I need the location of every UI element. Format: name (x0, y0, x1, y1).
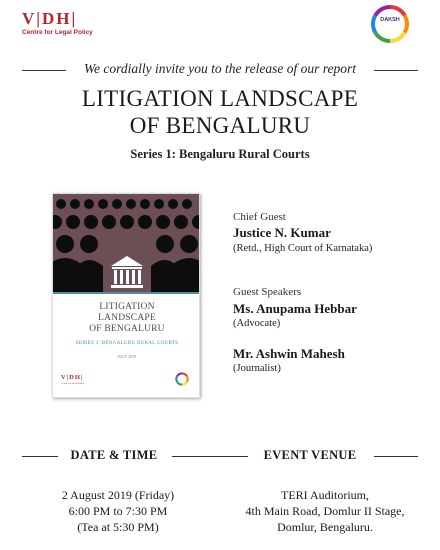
speaker-name: Ms. Anupama Hebbar (233, 301, 357, 316)
cover-title-line-1: LITIGATION (99, 302, 155, 312)
cover-title-line-2: LANDSCAPE (98, 313, 156, 323)
date-line: 2 August 2019 (Friday) (61, 488, 175, 502)
daksh-logo-icon (370, 4, 410, 44)
venue-line: TERI Auditorium, (281, 488, 369, 502)
venue-line: 4th Main Road, Domlur II Stage, (245, 504, 405, 518)
cover-title-line-3: OF BENGALURU (89, 324, 165, 334)
cover-crowd-illustration (53, 194, 200, 292)
vidhi-wordmark: V|DH| (22, 9, 78, 28)
divider (172, 456, 248, 457)
report-title-line-1: LITIGATION LANDSCAPE (81, 86, 359, 111)
chief-guest-label: Chief Guest (233, 211, 286, 223)
divider (374, 70, 418, 71)
vidhi-tagline: Centre for Legal Policy (22, 29, 93, 36)
invite-row (0, 61, 440, 79)
cover-vidhi-tagline: Centre for Legal Policy (61, 382, 85, 385)
speaker-description: (Advocate) (233, 318, 281, 329)
guest-speakers-label: Guest Speakers (233, 286, 302, 298)
cover-date: JULY 2019 (117, 354, 137, 359)
cover-vidhi-logo: V|DH| (61, 374, 84, 381)
cover-daksh-icon (175, 372, 189, 386)
date-time-heading: DATE & TIME (70, 448, 158, 462)
daksh-wordmark: DAKSH (380, 17, 400, 23)
speaker-description: (Journalist) (233, 363, 281, 374)
divider (22, 456, 58, 457)
tea-line: (Tea at 5:30 PM) (77, 520, 159, 534)
report-subtitle: Series 1: Bengaluru Rural Courts (130, 147, 310, 161)
time-line: 6:00 PM to 7:30 PM (68, 504, 168, 518)
cover-band (53, 292, 200, 294)
report-title-line-2: OF BENGALURU (129, 113, 311, 138)
crowd-icon (53, 194, 200, 292)
venue-details (215, 487, 435, 535)
speaker-name: Mr. Ashwin Mahesh (233, 346, 345, 361)
venue-line: Domlur, Bengaluru. (277, 520, 373, 534)
date-time-details (20, 487, 216, 535)
cover-series: SERIES 1: BENGALURU RURAL COURTS (75, 340, 179, 346)
invite-text: We cordially invite you to the release of our report (83, 61, 357, 76)
chief-guest-name: Justice N. Kumar (233, 225, 331, 240)
vidhi-logo (22, 10, 142, 36)
report-cover (52, 193, 200, 398)
event-venue-heading: EVENT VENUE (263, 448, 357, 462)
divider (374, 456, 418, 457)
section-headings (0, 448, 440, 466)
chief-guest-description: (Retd., High Court of Karnataka) (233, 243, 373, 254)
